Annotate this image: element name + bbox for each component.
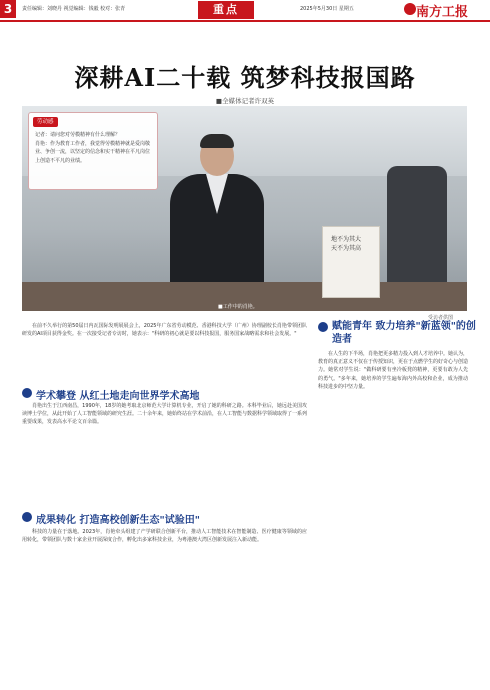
editor-meta: 责任编辑：刘晓丹 视觉编辑：钱毅 校对：张青: [22, 6, 126, 12]
photo-caption: ■工作中的肖艳。: [218, 304, 258, 310]
section-1-body: [22, 402, 307, 502]
section-3-marker-icon: [318, 322, 328, 332]
quote-text: 记者：请问您对劳模精神有什么理解？ 肖艳：作为教育工作者，我觉得劳模精神就是爱岗敬业、争创一流，以坚定的信念和实干精神在平凡岗位上创造不平凡的业绩。: [35, 132, 151, 164]
page-number: 3: [0, 0, 16, 18]
header-rule: [0, 20, 490, 22]
book-text: 地不为其大 天不为其高: [331, 236, 362, 252]
section-tag: 重点: [198, 1, 254, 19]
issue-date: 2025年5月30日 星期五: [300, 6, 354, 12]
section-2-marker-icon: [22, 512, 32, 522]
photo-chair: [387, 166, 447, 286]
section-1-text: 肖艳出生于江西南昌，1990年，18岁的她考取北京师范大学计算机专业，开启了她的科研之路。本科毕业后，她远赴美国攻读博士学位，从此开始了人工智能领域的研究生涯。二十余年来，她始终站在学术前沿，在人工智能与数据科学领域取得了一系列重要成果，发表高水平论文百余篇。: [22, 403, 307, 426]
person-hair: [200, 134, 234, 148]
quote-box: [28, 112, 158, 190]
page-header: [0, 0, 490, 40]
section-2-text: 科技的力量在于落地。2023年，肖艳牵头组建了产学研联合创新平台，推动人工智能技术在智能制造、医疗健康等领域的应用转化，带领团队与数十家企业开展深度合作，孵化出多家科技企业，为粤港澳大湾区创新发展注入新动能。: [22, 529, 307, 544]
intro-text: 在前不久举行的第50届日内瓦国际发明展展会上，2025年广东省劳动模范、香港科技大学（广州）协理副校长肖艳带领团队研发的AI项目获得金奖。在一次接受记者专访时，她表示："科研的初心就是要以科技报国，服务国家战略需求和社会发展。": [22, 323, 307, 338]
article-byline: ■全媒体记者许双英: [215, 97, 275, 105]
newspaper-brand: 南方工报: [416, 5, 469, 20]
section-3-text: 在人生的下半场，肖艳把更多精力投入到人才培养中。她认为，教育的真正意义不仅在于传授知识，更在于点燃学生的好奇心与创造力。她常对学生说："做科研要有坐冷板凳的精神，更要有敢为人先的勇气。"多年来，她培养的学生遍布海内外高校和企业，成为推动科技进步的中坚力量。: [318, 351, 468, 390]
section-2-title: 成果转化 打造高校创新生态"试验田": [36, 515, 200, 526]
brand-logo-icon: [404, 3, 416, 15]
section-1-marker-icon: [22, 388, 32, 398]
photo-book: [322, 226, 380, 298]
article-headline: 深耕AI二十载 筑梦科技报国路: [74, 63, 416, 92]
section-3-body: [318, 350, 468, 678]
section-3-title: 赋能青年 致力培养"新蓝领"的创造者: [332, 321, 476, 345]
section-1-title: 学术攀登 从红土地走向世界学术高地: [36, 391, 200, 402]
photo-credit: 受访者供图: [428, 315, 454, 321]
quote-title: 劳动感: [33, 117, 58, 127]
section-2-body: [22, 528, 307, 678]
intro-paragraph: [22, 322, 307, 380]
